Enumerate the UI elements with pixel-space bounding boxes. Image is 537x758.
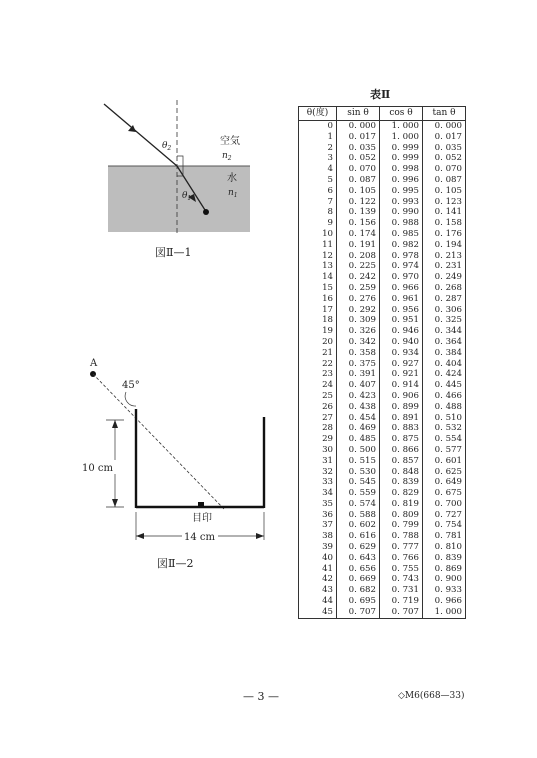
cell-tan: 0. 158 xyxy=(423,218,466,229)
cell-sin: 0. 695 xyxy=(337,596,380,607)
cell-sin: 0. 292 xyxy=(337,305,380,316)
cell-tan: 0. 577 xyxy=(423,445,466,456)
cell-theta: 19 xyxy=(299,326,337,337)
cell-theta: 6 xyxy=(299,186,337,197)
angle-arc xyxy=(125,392,136,406)
table-row xyxy=(299,283,466,294)
figure-1-caption: 図Ⅱ—1 xyxy=(155,246,192,259)
cell-sin: 0. 139 xyxy=(337,207,380,218)
cell-cos: 0. 857 xyxy=(380,456,423,467)
cell-cos: 0. 927 xyxy=(380,359,423,370)
cell-cos: 0. 999 xyxy=(380,153,423,164)
theta1-label: $\theta_1$ xyxy=(182,191,192,202)
figure-1-refraction-diagram xyxy=(100,98,260,238)
cell-cos: 0. 839 xyxy=(380,477,423,488)
cell-tan: 0. 087 xyxy=(423,175,466,186)
cell-theta: 37 xyxy=(299,520,337,531)
figure-2-container-diagram xyxy=(74,356,274,546)
cell-sin: 0. 326 xyxy=(337,326,380,337)
cell-sin: 0. 656 xyxy=(337,564,380,575)
cell-tan: 0. 727 xyxy=(423,510,466,521)
document-code: ◇M6(668—33) xyxy=(398,691,465,701)
cell-tan: 0. 933 xyxy=(423,585,466,596)
cell-tan: 0. 249 xyxy=(423,272,466,283)
cell-cos: 0. 970 xyxy=(380,272,423,283)
cell-sin: 0. 375 xyxy=(337,359,380,370)
air-label: 空気 xyxy=(220,136,240,147)
cell-sin: 0. 407 xyxy=(337,380,380,391)
cell-sin: 0. 035 xyxy=(337,143,380,154)
cell-cos: 0. 999 xyxy=(380,143,423,154)
cell-cos: 0. 934 xyxy=(380,348,423,359)
cell-theta: 26 xyxy=(299,402,337,413)
arrow-right-icon xyxy=(256,533,264,539)
cell-cos: 1. 000 xyxy=(380,121,423,132)
table-row xyxy=(299,402,466,413)
cell-theta: 11 xyxy=(299,240,337,251)
table-row xyxy=(299,121,466,132)
cell-theta: 1 xyxy=(299,132,337,143)
cell-cos: 0. 819 xyxy=(380,499,423,510)
cell-theta: 24 xyxy=(299,380,337,391)
cell-sin: 0. 208 xyxy=(337,251,380,262)
cell-tan: 0. 268 xyxy=(423,283,466,294)
cell-sin: 0. 358 xyxy=(337,348,380,359)
cell-tan: 0. 554 xyxy=(423,434,466,445)
cell-cos: 0. 866 xyxy=(380,445,423,456)
table-row xyxy=(299,315,466,326)
table-row xyxy=(299,542,466,553)
cell-tan: 0. 000 xyxy=(423,121,466,132)
height-label: 10 cm xyxy=(82,463,113,474)
cell-tan: 0. 445 xyxy=(423,380,466,391)
cell-theta: 2 xyxy=(299,143,337,154)
table-row xyxy=(299,197,466,208)
cell-sin: 0. 469 xyxy=(337,423,380,434)
cell-tan: 0. 510 xyxy=(423,413,466,424)
cell-sin: 0. 225 xyxy=(337,261,380,272)
cell-sin: 0. 530 xyxy=(337,467,380,478)
cell-cos: 0. 891 xyxy=(380,413,423,424)
trig-table xyxy=(298,106,466,619)
table-row xyxy=(299,520,466,531)
cell-sin: 0. 500 xyxy=(337,445,380,456)
cell-cos: 0. 921 xyxy=(380,369,423,380)
table-row xyxy=(299,175,466,186)
cell-cos: 0. 899 xyxy=(380,402,423,413)
table-row xyxy=(299,477,466,488)
cell-sin: 0. 682 xyxy=(337,585,380,596)
cell-cos: 0. 990 xyxy=(380,207,423,218)
cell-sin: 0. 309 xyxy=(337,315,380,326)
cell-cos: 0. 707 xyxy=(380,607,423,618)
cell-theta: 5 xyxy=(299,175,337,186)
cell-theta: 3 xyxy=(299,153,337,164)
arrow-up-icon xyxy=(112,420,118,428)
point-a-label: A xyxy=(90,358,98,369)
cell-tan: 0. 070 xyxy=(423,164,466,175)
table-row xyxy=(299,153,466,164)
arrow-left-icon xyxy=(136,533,144,539)
table-row xyxy=(299,596,466,607)
cell-tan: 0. 017 xyxy=(423,132,466,143)
cell-sin: 0. 515 xyxy=(337,456,380,467)
table-row xyxy=(299,294,466,305)
cell-theta: 4 xyxy=(299,164,337,175)
cell-tan: 1. 000 xyxy=(423,607,466,618)
cell-theta: 0 xyxy=(299,121,337,132)
cell-theta: 21 xyxy=(299,348,337,359)
cell-cos: 0. 777 xyxy=(380,542,423,553)
cell-theta: 29 xyxy=(299,434,337,445)
object-point xyxy=(203,209,209,215)
table-row xyxy=(299,261,466,272)
cell-theta: 39 xyxy=(299,542,337,553)
table-row xyxy=(299,359,466,370)
cell-cos: 0. 829 xyxy=(380,488,423,499)
table-title: 表Ⅱ xyxy=(370,88,391,101)
cell-sin: 0. 122 xyxy=(337,197,380,208)
cell-tan: 0. 532 xyxy=(423,423,466,434)
cell-theta: 23 xyxy=(299,369,337,380)
cell-tan: 0. 675 xyxy=(423,488,466,499)
cell-sin: 0. 000 xyxy=(337,121,380,132)
cell-cos: 0. 766 xyxy=(380,553,423,564)
cell-tan: 0. 231 xyxy=(423,261,466,272)
table-row xyxy=(299,510,466,521)
cell-sin: 0. 052 xyxy=(337,153,380,164)
table-row xyxy=(299,164,466,175)
theta2-label: $\theta_2$ xyxy=(162,141,172,152)
table-body xyxy=(299,121,466,619)
cell-theta: 38 xyxy=(299,531,337,542)
cell-theta: 45 xyxy=(299,607,337,618)
cell-cos: 0. 788 xyxy=(380,531,423,542)
cell-cos: 0. 988 xyxy=(380,218,423,229)
mark-label: 目印 xyxy=(192,513,212,524)
cell-tan: 0. 344 xyxy=(423,326,466,337)
cell-sin: 0. 242 xyxy=(337,272,380,283)
table-header-row xyxy=(299,107,466,121)
table-row xyxy=(299,251,466,262)
cell-theta: 31 xyxy=(299,456,337,467)
cell-cos: 0. 996 xyxy=(380,175,423,186)
cell-tan: 0. 649 xyxy=(423,477,466,488)
cell-theta: 17 xyxy=(299,305,337,316)
cell-tan: 0. 810 xyxy=(423,542,466,553)
cell-tan: 0. 700 xyxy=(423,499,466,510)
cell-theta: 35 xyxy=(299,499,337,510)
table-row xyxy=(299,240,466,251)
cell-sin: 0. 643 xyxy=(337,553,380,564)
cell-sin: 0. 616 xyxy=(337,531,380,542)
table-row xyxy=(299,380,466,391)
cell-sin: 0. 259 xyxy=(337,283,380,294)
cell-theta: 33 xyxy=(299,477,337,488)
mark xyxy=(198,502,204,506)
table-row xyxy=(299,499,466,510)
angle-label: 45° xyxy=(122,380,140,391)
cell-tan: 0. 141 xyxy=(423,207,466,218)
cell-theta: 34 xyxy=(299,488,337,499)
cell-tan: 0. 466 xyxy=(423,391,466,402)
table-row xyxy=(299,326,466,337)
table-row xyxy=(299,218,466,229)
cell-cos: 0. 993 xyxy=(380,197,423,208)
cell-sin: 0. 588 xyxy=(337,510,380,521)
cell-cos: 0. 995 xyxy=(380,186,423,197)
cell-cos: 0. 848 xyxy=(380,467,423,478)
cell-sin: 0. 669 xyxy=(337,574,380,585)
cell-sin: 0. 391 xyxy=(337,369,380,380)
cell-tan: 0. 781 xyxy=(423,531,466,542)
figure-2-caption: 図Ⅱ—2 xyxy=(157,557,194,570)
cell-cos: 0. 966 xyxy=(380,283,423,294)
header-theta: θ(度) xyxy=(299,107,337,121)
table-row xyxy=(299,337,466,348)
cell-tan: 0. 105 xyxy=(423,186,466,197)
table-row xyxy=(299,467,466,478)
cell-theta: 40 xyxy=(299,553,337,564)
header-tan: tan θ xyxy=(423,107,466,121)
cell-sin: 0. 191 xyxy=(337,240,380,251)
cell-tan: 0. 424 xyxy=(423,369,466,380)
cell-sin: 0. 070 xyxy=(337,164,380,175)
cell-cos: 0. 799 xyxy=(380,520,423,531)
water-label: 水 xyxy=(227,173,237,184)
cell-theta: 32 xyxy=(299,467,337,478)
cell-sin: 0. 342 xyxy=(337,337,380,348)
cell-sin: 0. 438 xyxy=(337,402,380,413)
cell-cos: 1. 000 xyxy=(380,132,423,143)
cell-theta: 42 xyxy=(299,574,337,585)
n1-label: $n_1$ xyxy=(228,188,238,199)
header-sin: sin θ xyxy=(337,107,380,121)
cell-tan: 0. 325 xyxy=(423,315,466,326)
cell-sin: 0. 574 xyxy=(337,499,380,510)
cell-sin: 0. 156 xyxy=(337,218,380,229)
cell-cos: 0. 951 xyxy=(380,315,423,326)
cell-theta: 27 xyxy=(299,413,337,424)
cell-cos: 0. 985 xyxy=(380,229,423,240)
table-row xyxy=(299,305,466,316)
cell-theta: 22 xyxy=(299,359,337,370)
cell-theta: 14 xyxy=(299,272,337,283)
cell-sin: 0. 087 xyxy=(337,175,380,186)
cell-cos: 0. 743 xyxy=(380,574,423,585)
table-row xyxy=(299,574,466,585)
cell-theta: 43 xyxy=(299,585,337,596)
cell-tan: 0. 625 xyxy=(423,467,466,478)
cell-theta: 20 xyxy=(299,337,337,348)
table-row xyxy=(299,423,466,434)
cell-theta: 13 xyxy=(299,261,337,272)
cell-tan: 0. 754 xyxy=(423,520,466,531)
cell-tan: 0. 194 xyxy=(423,240,466,251)
cell-sin: 0. 602 xyxy=(337,520,380,531)
cell-theta: 15 xyxy=(299,283,337,294)
sight-line xyxy=(93,374,224,509)
cell-tan: 0. 052 xyxy=(423,153,466,164)
header-cos: cos θ xyxy=(380,107,423,121)
cell-theta: 9 xyxy=(299,218,337,229)
cell-tan: 0. 966 xyxy=(423,596,466,607)
cell-theta: 30 xyxy=(299,445,337,456)
cell-tan: 0. 287 xyxy=(423,294,466,305)
table-row xyxy=(299,445,466,456)
page-number: — 3 — xyxy=(243,690,279,703)
table-row xyxy=(299,585,466,596)
cell-tan: 0. 601 xyxy=(423,456,466,467)
cell-cos: 0. 956 xyxy=(380,305,423,316)
cell-cos: 0. 982 xyxy=(380,240,423,251)
n2-label: $n_2$ xyxy=(222,151,232,162)
cell-tan: 0. 839 xyxy=(423,553,466,564)
cell-sin: 0. 485 xyxy=(337,434,380,445)
cell-cos: 0. 946 xyxy=(380,326,423,337)
cell-theta: 10 xyxy=(299,229,337,240)
cell-cos: 0. 731 xyxy=(380,585,423,596)
cell-cos: 0. 940 xyxy=(380,337,423,348)
cell-cos: 0. 914 xyxy=(380,380,423,391)
cell-theta: 7 xyxy=(299,197,337,208)
right-angle-mark-top xyxy=(177,156,183,166)
table-row xyxy=(299,564,466,575)
cell-cos: 0. 998 xyxy=(380,164,423,175)
cell-cos: 0. 875 xyxy=(380,434,423,445)
cell-tan: 0. 404 xyxy=(423,359,466,370)
cell-tan: 0. 364 xyxy=(423,337,466,348)
cell-theta: 36 xyxy=(299,510,337,521)
cell-sin: 0. 105 xyxy=(337,186,380,197)
cell-sin: 0. 423 xyxy=(337,391,380,402)
table-row xyxy=(299,553,466,564)
table-row xyxy=(299,207,466,218)
table-row xyxy=(299,607,466,618)
cell-tan: 0. 306 xyxy=(423,305,466,316)
cell-tan: 0. 123 xyxy=(423,197,466,208)
cell-sin: 0. 174 xyxy=(337,229,380,240)
table-row xyxy=(299,143,466,154)
cell-sin: 0. 629 xyxy=(337,542,380,553)
table-row xyxy=(299,434,466,445)
table-row xyxy=(299,369,466,380)
arrow-down-icon xyxy=(112,499,118,507)
cell-tan: 0. 869 xyxy=(423,564,466,575)
cell-sin: 0. 017 xyxy=(337,132,380,143)
cell-cos: 0. 961 xyxy=(380,294,423,305)
width-label: 14 cm xyxy=(184,532,215,543)
cell-tan: 0. 384 xyxy=(423,348,466,359)
cell-sin: 0. 559 xyxy=(337,488,380,499)
cell-sin: 0. 454 xyxy=(337,413,380,424)
table-row xyxy=(299,456,466,467)
cell-cos: 0. 755 xyxy=(380,564,423,575)
cell-theta: 41 xyxy=(299,564,337,575)
cell-cos: 0. 978 xyxy=(380,251,423,262)
table-row xyxy=(299,413,466,424)
cell-theta: 12 xyxy=(299,251,337,262)
cell-theta: 25 xyxy=(299,391,337,402)
cell-tan: 0. 035 xyxy=(423,143,466,154)
cell-tan: 0. 176 xyxy=(423,229,466,240)
table-row xyxy=(299,229,466,240)
table-row xyxy=(299,391,466,402)
cell-theta: 44 xyxy=(299,596,337,607)
incident-ray xyxy=(104,104,177,166)
cell-cos: 0. 906 xyxy=(380,391,423,402)
cell-theta: 28 xyxy=(299,423,337,434)
cell-theta: 8 xyxy=(299,207,337,218)
cell-tan: 0. 488 xyxy=(423,402,466,413)
cell-cos: 0. 883 xyxy=(380,423,423,434)
cell-sin: 0. 276 xyxy=(337,294,380,305)
table-row xyxy=(299,531,466,542)
table-row xyxy=(299,488,466,499)
cell-cos: 0. 809 xyxy=(380,510,423,521)
cell-cos: 0. 974 xyxy=(380,261,423,272)
cell-theta: 16 xyxy=(299,294,337,305)
cell-cos: 0. 719 xyxy=(380,596,423,607)
cell-sin: 0. 545 xyxy=(337,477,380,488)
table-row xyxy=(299,348,466,359)
cell-tan: 0. 213 xyxy=(423,251,466,262)
table-row xyxy=(299,132,466,143)
table-row xyxy=(299,186,466,197)
cell-sin: 0. 707 xyxy=(337,607,380,618)
cell-tan: 0. 900 xyxy=(423,574,466,585)
cell-theta: 18 xyxy=(299,315,337,326)
table-row xyxy=(299,272,466,283)
